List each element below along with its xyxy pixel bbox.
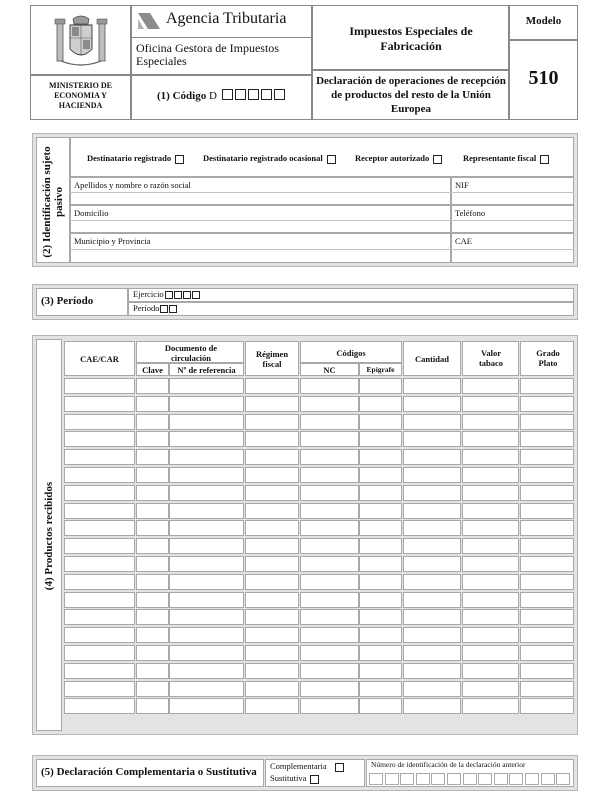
year-digit-box[interactable] — [183, 291, 191, 299]
col-header-document: Documento de circulación — [136, 341, 244, 363]
tax-title-cell — [312, 5, 509, 70]
product-cell-epigraph[interactable] — [359, 698, 402, 714]
product-cell-clave[interactable] — [136, 467, 169, 483]
product-cell-clave[interactable] — [136, 503, 169, 519]
product-cell-reference[interactable] — [169, 414, 244, 430]
product-cell-regime[interactable] — [245, 574, 299, 590]
product-cell-cae[interactable] — [64, 609, 135, 625]
product-cell-quantity[interactable] — [403, 556, 461, 572]
checkbox[interactable] — [540, 155, 549, 164]
previous-declaration-digit-box[interactable] — [525, 773, 539, 785]
address-field[interactable] — [70, 205, 451, 233]
checkbox-fiscal-rep[interactable]: Representante fiscal — [463, 153, 549, 164]
previous-declaration-digit-box[interactable] — [556, 773, 570, 785]
product-cell-nc[interactable] — [300, 396, 359, 412]
product-cell-regime[interactable] — [245, 414, 299, 430]
checkbox-authorized-receiver[interactable]: Receptor autorizado — [355, 153, 442, 164]
product-cell-clave[interactable] — [136, 538, 169, 554]
agency-name: Agencia Tributaria — [166, 10, 287, 27]
checkbox-registered[interactable]: Destinatario registrado — [87, 153, 184, 164]
product-cell-quantity[interactable] — [403, 574, 461, 590]
exercise-row — [133, 289, 200, 299]
product-cell-nc[interactable] — [300, 431, 359, 447]
col-header-reference: Nº de referencia — [169, 363, 244, 376]
year-digit-box[interactable] — [192, 291, 200, 299]
product-cell-epigraph[interactable] — [359, 681, 402, 697]
product-cell-degree[interactable] — [520, 663, 574, 679]
product-cell-epigraph[interactable] — [359, 485, 402, 501]
product-cell-cae[interactable] — [64, 485, 135, 501]
year-digit-box[interactable] — [174, 291, 182, 299]
product-cell-degree[interactable] — [520, 627, 574, 643]
period-row — [133, 303, 177, 313]
col-header-epigraph: Epígrafe — [359, 363, 402, 376]
product-cell-clave[interactable] — [136, 681, 169, 697]
product-cell-degree[interactable] — [520, 503, 574, 519]
product-cell-nc[interactable] — [300, 609, 359, 625]
period-digit-box[interactable] — [160, 305, 168, 313]
product-cell-nc[interactable] — [300, 681, 359, 697]
product-cell-degree[interactable] — [520, 556, 574, 572]
product-cell-cae[interactable] — [64, 467, 135, 483]
phone-label: Teléfono — [455, 208, 486, 218]
address-label: Domicilio — [74, 208, 109, 218]
product-cell-degree[interactable] — [520, 538, 574, 554]
product-cell-reference[interactable] — [169, 378, 244, 394]
checkbox-substitute[interactable]: Sustitutiva — [270, 773, 319, 784]
code-digit-box[interactable] — [235, 89, 246, 100]
tax-title: Impuestos Especiales de Fabricación — [349, 24, 473, 53]
product-cell-quantity[interactable] — [403, 396, 461, 412]
product-cell-epigraph[interactable] — [359, 574, 402, 590]
nif-label: NIF — [455, 180, 469, 190]
product-cell-reference[interactable] — [169, 556, 244, 572]
product-cell-epigraph[interactable] — [359, 663, 402, 679]
product-cell-clave[interactable] — [136, 396, 169, 412]
exercise-label: Ejercicio — [133, 289, 164, 299]
product-cell-degree[interactable] — [520, 574, 574, 590]
product-cell-tobacco[interactable] — [462, 627, 519, 643]
product-cell-epigraph[interactable] — [359, 592, 402, 608]
cae-label: CAE — [455, 236, 472, 246]
product-cell-nc[interactable] — [300, 645, 359, 661]
col-header-quantity: Cantidad — [403, 341, 461, 376]
previous-declaration-digit-box[interactable] — [369, 773, 383, 785]
previous-declaration-digit-box[interactable] — [478, 773, 492, 785]
checkbox-complementary[interactable]: Complementaria — [270, 761, 344, 772]
product-cell-cae[interactable] — [64, 449, 135, 465]
product-cell-regime[interactable] — [245, 467, 299, 483]
product-cell-tobacco[interactable] — [462, 449, 519, 465]
complementary-title: (5) Declaración Complementaria o Sustitutiva — [41, 766, 257, 778]
previous-declaration-digit-box[interactable] — [463, 773, 477, 785]
product-cell-degree[interactable] — [520, 592, 574, 608]
product-cell-tobacco[interactable] — [462, 574, 519, 590]
product-cell-degree[interactable] — [520, 645, 574, 661]
product-cell-clave[interactable] — [136, 592, 169, 608]
product-cell-regime[interactable] — [245, 485, 299, 501]
previous-declaration-digit-box[interactable] — [400, 773, 414, 785]
identification-title: (2) Identificación sujeto pasivo — [41, 146, 65, 258]
product-cell-degree[interactable] — [520, 485, 574, 501]
code-cell — [131, 75, 312, 120]
checkbox[interactable] — [327, 155, 336, 164]
product-cell-regime[interactable] — [245, 663, 299, 679]
form-title-cell — [312, 70, 509, 120]
col-header-nc: NC — [300, 363, 359, 376]
ministry-name: MINISTERIO DE ECONOMIA Y HACIENDA — [49, 81, 112, 110]
product-cell-cae[interactable] — [64, 627, 135, 643]
coat-of-arms-cell — [30, 5, 131, 75]
product-cell-epigraph[interactable] — [359, 414, 402, 430]
previous-declaration-label: Número de identificación de la declaración anterior — [371, 760, 526, 769]
code-label: (1) Código — [157, 90, 207, 102]
previous-declaration-digit-box[interactable] — [385, 773, 399, 785]
office-name: Oficina Gestora de Impuestos Especiales — [136, 41, 279, 68]
product-cell-clave[interactable] — [136, 609, 169, 625]
model-number-cell — [509, 40, 578, 120]
product-cell-cae[interactable] — [64, 574, 135, 590]
product-cell-nc[interactable] — [300, 503, 359, 519]
product-cell-clave[interactable] — [136, 698, 169, 714]
period-field[interactable] — [128, 302, 574, 316]
product-cell-tobacco[interactable] — [462, 503, 519, 519]
product-cell-cae[interactable] — [64, 681, 135, 697]
product-cell-quantity[interactable] — [403, 467, 461, 483]
product-cell-regime[interactable] — [245, 627, 299, 643]
product-cell-epigraph[interactable] — [359, 467, 402, 483]
product-cell-reference[interactable] — [169, 663, 244, 679]
product-cell-nc[interactable] — [300, 574, 359, 590]
product-cell-epigraph[interactable] — [359, 449, 402, 465]
product-cell-nc[interactable] — [300, 556, 359, 572]
product-cell-reference[interactable] — [169, 681, 244, 697]
product-cell-degree[interactable] — [520, 609, 574, 625]
product-cell-quantity[interactable] — [403, 485, 461, 501]
product-cell-reference[interactable] — [169, 520, 244, 536]
product-cell-cae[interactable] — [64, 520, 135, 536]
period-title: (3) Período — [41, 295, 94, 307]
product-cell-quantity[interactable] — [403, 681, 461, 697]
product-cell-tobacco[interactable] — [462, 698, 519, 714]
product-cell-reference[interactable] — [169, 538, 244, 554]
product-cell-degree[interactable] — [520, 396, 574, 412]
product-cell-reference[interactable] — [169, 609, 244, 625]
product-cell-nc[interactable] — [300, 538, 359, 554]
col-header-degree: Grado Plato — [520, 341, 574, 376]
product-cell-reference[interactable] — [169, 485, 244, 501]
product-cell-epigraph[interactable] — [359, 609, 402, 625]
col-header-tobacco: Valor tabaco — [462, 341, 519, 376]
product-cell-tobacco[interactable] — [462, 609, 519, 625]
product-cell-clave[interactable] — [136, 378, 169, 394]
product-cell-tobacco[interactable] — [462, 467, 519, 483]
col-header-regime: Régimen fiscal — [245, 341, 299, 376]
product-cell-quantity[interactable] — [403, 645, 461, 661]
product-cell-reference[interactable] — [169, 503, 244, 519]
product-cell-quantity[interactable] — [403, 503, 461, 519]
products-title: (4) Productos recibidos — [43, 481, 55, 591]
product-cell-cae[interactable] — [64, 698, 135, 714]
product-cell-clave[interactable] — [136, 485, 169, 501]
col-header-cae: CAE/CAR — [64, 341, 135, 376]
product-cell-degree[interactable] — [520, 520, 574, 536]
product-cell-nc[interactable] — [300, 698, 359, 714]
product-cell-quantity[interactable] — [403, 663, 461, 679]
product-cell-clave[interactable] — [136, 627, 169, 643]
product-cell-reference[interactable] — [169, 592, 244, 608]
product-cell-epigraph[interactable] — [359, 538, 402, 554]
product-cell-tobacco[interactable] — [462, 520, 519, 536]
product-cell-reference[interactable] — [169, 645, 244, 661]
period-digit-box[interactable] — [169, 305, 177, 313]
product-cell-tobacco[interactable] — [462, 414, 519, 430]
product-cell-epigraph[interactable] — [359, 431, 402, 447]
product-cell-quantity[interactable] — [403, 592, 461, 608]
product-cell-nc[interactable] — [300, 467, 359, 483]
previous-declaration-digit-box[interactable] — [494, 773, 508, 785]
previous-declaration-digit-box[interactable] — [431, 773, 445, 785]
product-cell-nc[interactable] — [300, 520, 359, 536]
product-cell-cae[interactable] — [64, 556, 135, 572]
code-prefix: D — [208, 90, 217, 102]
product-cell-degree[interactable] — [520, 681, 574, 697]
product-cell-clave[interactable] — [136, 556, 169, 572]
product-cell-tobacco[interactable] — [462, 681, 519, 697]
product-cell-cae[interactable] — [64, 645, 135, 661]
product-cell-quantity[interactable] — [403, 414, 461, 430]
product-cell-epigraph[interactable] — [359, 627, 402, 643]
product-cell-tobacco[interactable] — [462, 396, 519, 412]
product-cell-quantity[interactable] — [403, 431, 461, 447]
agency-cell — [131, 5, 312, 75]
product-cell-regime[interactable] — [245, 396, 299, 412]
year-digit-box[interactable] — [165, 291, 173, 299]
product-cell-epigraph[interactable] — [359, 378, 402, 394]
product-cell-tobacco[interactable] — [462, 378, 519, 394]
product-cell-clave[interactable] — [136, 663, 169, 679]
coat-of-arms-icon — [51, 13, 111, 69]
product-cell-quantity[interactable] — [403, 609, 461, 625]
code-digit-box[interactable] — [248, 89, 259, 100]
col-header-clave: Clave — [136, 363, 169, 376]
product-cell-tobacco[interactable] — [462, 431, 519, 447]
product-cell-nc[interactable] — [300, 592, 359, 608]
product-cell-degree[interactable] — [520, 378, 574, 394]
checkbox[interactable] — [433, 155, 442, 164]
product-cell-quantity[interactable] — [403, 538, 461, 554]
product-cell-reference[interactable] — [169, 396, 244, 412]
product-cell-epigraph[interactable] — [359, 520, 402, 536]
product-cell-nc[interactable] — [300, 378, 359, 394]
col-header-codes: Códigos — [300, 341, 402, 363]
product-cell-nc[interactable] — [300, 414, 359, 430]
product-cell-quantity[interactable] — [403, 698, 461, 714]
product-cell-cae[interactable] — [64, 414, 135, 430]
product-cell-regime[interactable] — [245, 609, 299, 625]
product-cell-tobacco[interactable] — [462, 645, 519, 661]
name-label: Apellidos y nombre o razón social — [74, 180, 191, 190]
product-cell-epigraph[interactable] — [359, 645, 402, 661]
product-cell-regime[interactable] — [245, 698, 299, 714]
product-cell-epigraph[interactable] — [359, 503, 402, 519]
product-cell-regime[interactable] — [245, 592, 299, 608]
product-cell-epigraph[interactable] — [359, 396, 402, 412]
previous-declaration-digit-box[interactable] — [447, 773, 461, 785]
product-cell-regime[interactable] — [245, 378, 299, 394]
product-cell-reference[interactable] — [169, 698, 244, 714]
product-cell-quantity[interactable] — [403, 449, 461, 465]
product-cell-clave[interactable] — [136, 414, 169, 430]
product-cell-clave[interactable] — [136, 520, 169, 536]
product-cell-nc[interactable] — [300, 449, 359, 465]
product-cell-degree[interactable] — [520, 698, 574, 714]
product-cell-cae[interactable] — [64, 503, 135, 519]
code-digit-box[interactable] — [222, 89, 233, 100]
product-cell-tobacco[interactable] — [462, 485, 519, 501]
product-cell-reference[interactable] — [169, 431, 244, 447]
product-cell-degree[interactable] — [520, 467, 574, 483]
product-cell-tobacco[interactable] — [462, 663, 519, 679]
product-cell-reference[interactable] — [169, 574, 244, 590]
product-cell-regime[interactable] — [245, 449, 299, 465]
product-cell-quantity[interactable] — [403, 520, 461, 536]
model-label: Modelo — [525, 15, 562, 27]
product-cell-tobacco[interactable] — [462, 538, 519, 554]
checkbox[interactable] — [335, 763, 344, 772]
product-cell-reference[interactable] — [169, 449, 244, 465]
checkbox[interactable] — [175, 155, 184, 164]
product-cell-nc[interactable] — [300, 485, 359, 501]
product-cell-regime[interactable] — [245, 503, 299, 519]
product-cell-nc[interactable] — [300, 627, 359, 643]
product-cell-cae[interactable] — [64, 592, 135, 608]
product-cell-regime[interactable] — [245, 431, 299, 447]
product-cell-cae[interactable] — [64, 663, 135, 679]
product-cell-tobacco[interactable] — [462, 556, 519, 572]
previous-declaration-digit-box[interactable] — [509, 773, 523, 785]
nif-field[interactable] — [451, 177, 574, 205]
product-cell-regime[interactable] — [245, 681, 299, 697]
product-cell-degree[interactable] — [520, 449, 574, 465]
period-label: Período — [133, 303, 160, 313]
product-cell-regime[interactable] — [245, 645, 299, 661]
product-cell-quantity[interactable] — [403, 627, 461, 643]
product-cell-regime[interactable] — [245, 520, 299, 536]
product-cell-quantity[interactable] — [403, 378, 461, 394]
product-cell-cae[interactable] — [64, 538, 135, 554]
product-cell-clave[interactable] — [136, 645, 169, 661]
product-cell-clave[interactable] — [136, 449, 169, 465]
model-number: 510 — [528, 67, 559, 89]
product-cell-nc[interactable] — [300, 663, 359, 679]
product-cell-clave[interactable] — [136, 431, 169, 447]
product-cell-cae[interactable] — [64, 378, 135, 394]
code-digit-box[interactable] — [261, 89, 272, 100]
product-cell-epigraph[interactable] — [359, 556, 402, 572]
model-label-cell — [509, 5, 578, 40]
agency-logo-icon — [136, 9, 162, 33]
previous-declaration-digit-box[interactable] — [416, 773, 430, 785]
product-cell-regime[interactable] — [245, 538, 299, 554]
product-cell-degree[interactable] — [520, 431, 574, 447]
product-cell-reference[interactable] — [169, 467, 244, 483]
product-cell-reference[interactable] — [169, 627, 244, 643]
code-digit-box[interactable] — [274, 89, 285, 100]
product-cell-regime[interactable] — [245, 556, 299, 572]
previous-declaration-digit-box[interactable] — [541, 773, 555, 785]
product-cell-cae[interactable] — [64, 396, 135, 412]
product-cell-tobacco[interactable] — [462, 592, 519, 608]
code-field[interactable] — [157, 89, 285, 102]
product-cell-clave[interactable] — [136, 574, 169, 590]
product-cell-cae[interactable] — [64, 431, 135, 447]
form-title: Declaración de operaciones de recepción de productos del resto de la Unión Europea — [316, 75, 506, 115]
municipality-label: Municipio y Provincia — [74, 236, 151, 246]
product-cell-degree[interactable] — [520, 414, 574, 430]
checkbox[interactable] — [310, 775, 319, 784]
checkbox-occasional[interactable]: Destinatario registrado ocasional — [203, 153, 336, 164]
ministry-cell — [30, 75, 131, 120]
